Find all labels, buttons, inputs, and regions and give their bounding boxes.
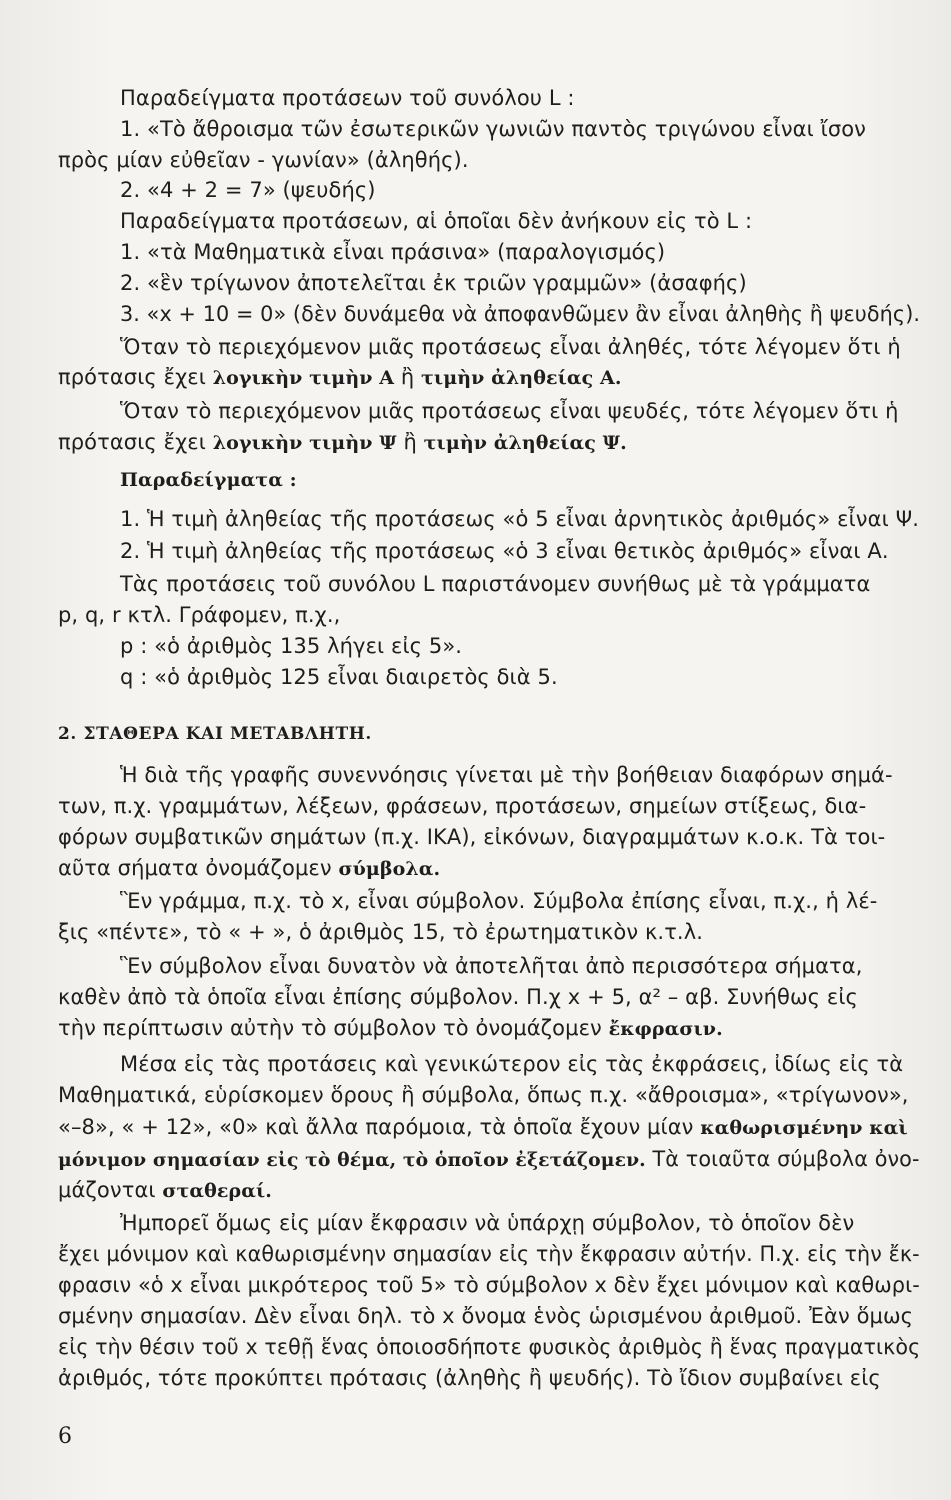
- text-line: Ἠμπορεῖ ὅμως εἰς μίαν ἔκφρασιν νὰ ὑπάρχῃ σύμβολον, τὸ ὁποῖον δὲν: [120, 1211, 855, 1235]
- text-line: Ὅταν τὸ περιεχόμενον μιᾶς προτάσεως εἶναι ψευδές, τότε λέγομεν ὅτι ἡ: [120, 399, 899, 423]
- text-line: ἔχει μόνιμον καὶ καθωρισμένην σημασίαν εἰς τὴν ἔκφρασιν αὐτήν. Π.χ. εἰς τὴν ἔκ-: [58, 1242, 920, 1266]
- text-line: πρότασις ἔχει λογικὴν τιμὴν Ψ ἢ τιμὴν ἀληθείας Ψ.: [58, 430, 627, 454]
- bold-term: τιμὴν ἀληθείας Α.: [421, 367, 622, 389]
- bold-term: λογικὴν τιμὴν Α: [212, 367, 395, 389]
- text-line: p, q, r κτλ. Γράφομεν, π.χ.,: [58, 603, 341, 627]
- text-line: Μέσα εἰς τὰς προτάσεις καὶ γενικώτερον εἰς τὰς ἐκφράσεις, ἰδίως εἰς τὰ: [120, 1052, 904, 1076]
- text-line: ἀριθμός, τότε προκύπτει πρότασις (ἀληθὴς ἢ ψευδής). Τὸ ἴδιον συμβαίνει εἰς: [58, 1366, 881, 1390]
- page-number: 6: [58, 1424, 72, 1449]
- text-line: των, π.χ. γραμμάτων, λέξεων, φράσεων, προτάσεων, σημείων στίξεως, δια-: [58, 794, 867, 818]
- text-line: 1. «τὰ Μαθηματικὰ εἶναι πράσινα» (παραλογισμός): [120, 240, 666, 264]
- text-line: Ἓν σύμβολον εἶναι δυνατὸν νὰ ἀποτελῆται ἀπὸ περισσότερα σήματα,: [120, 954, 863, 978]
- text-line: 2. Ἡ τιμὴ ἀληθείας τῆς προτάσεως «ὁ 3 εἶναι θετικὸς ἀριθμός» εἶναι Α.: [120, 539, 889, 563]
- text-line: 1. «Τὸ ἄθροισμα τῶν ἐσωτερικῶν γωνιῶν παντὸς τριγώνου εἶναι ἴσον: [120, 117, 867, 141]
- bold-term: σύμβολα.: [338, 858, 441, 880]
- section-heading: 2. ΣΤΑΘΕΡΑ ΚΑΙ ΜΕΤΑΒΛΗΤΗ.: [58, 724, 372, 744]
- text-line: καθὲν ἀπὸ τὰ ὁποῖα εἶναι ἐπίσης σύμβολον. Π.χ x + 5, α² – αβ. Συνήθως εἰς: [58, 985, 858, 1009]
- text-line: πρότασις ἔχει λογικὴν τιμὴν Α ἢ τιμὴν ἀληθείας Α.: [58, 365, 622, 389]
- text-line: 2. «4 + 2 = 7» (ψευδής): [120, 178, 376, 202]
- text-line: 1. Ἡ τιμὴ ἀληθείας τῆς προτάσεως «ὁ 5 εἶναι ἀρνητικὸς ἀριθμός» εἶναι Ψ.: [120, 507, 919, 531]
- bold-term: τιμὴν ἀληθείας Ψ.: [423, 432, 627, 454]
- text-line: φρασιν «ὁ x εἶναι μικρότερος τοῦ 5» τὸ σύμβολον x δὲν ἔχει μόνιμον καὶ καθωρι-: [58, 1273, 920, 1297]
- text-line: Παραδείγματα προτάσεων τοῦ συνόλου L :: [120, 86, 575, 110]
- bold-term: ἔκφρασιν.: [608, 1018, 723, 1040]
- subheading: Παραδείγματα :: [120, 469, 297, 491]
- bold-term: καθωρισμένην καὶ: [700, 1117, 908, 1139]
- text-line: αῦτα σήματα ὀνομάζομεν σύμβολα.: [58, 856, 441, 880]
- text-line: μάζονται σταθεραί.: [58, 1178, 272, 1202]
- text-line: Τὰς προτάσεις τοῦ συνόλου L παριστάνομεν συνήθως μὲ τὰ γράμματα: [120, 572, 871, 596]
- text-line: 2. «ἓν τρίγωνον ἀποτελεῖται ἐκ τριῶν γραμμῶν» (ἀσαφής): [120, 271, 747, 295]
- text-line: Παραδείγματα προτάσεων, αἱ ὁποῖαι δὲν ἀνήκουν εἰς τὸ L :: [120, 209, 753, 233]
- bold-term: λογικὴν τιμὴν Ψ: [212, 432, 397, 454]
- text-line: Μαθηματικά, εὑρίσκομεν ὅρους ἢ σύμβολα, ὅπως π.χ. «ἄθροισμα», «τρίγωνον»,: [58, 1083, 909, 1107]
- text-line: «–8», « + 12», «0» καὶ ἄλλα παρόμοια, τὰ ὁποῖα ἔχουν μίαν καθωρισμένην καὶ: [58, 1115, 908, 1139]
- text-line: μόνιμον σημασίαν εἰς τὸ θέμα, τὸ ὁποῖον ἐξετάζομεν. Τὰ τοιαῦτα σύμβολα ὀνο-: [58, 1147, 920, 1171]
- text-line: εἰς τὴν θέσιν τοῦ x τεθῇ ἕνας ὁποιοσδήποτε φυσικὸς ἀριθμὸς ἢ ἕνας πραγματικὸς: [58, 1335, 921, 1359]
- text-line: q : «ὁ ἀριθμὸς 125 εἶναι διαιρετὸς διὰ 5.: [120, 665, 558, 689]
- text-line: φόρων συμβατικῶν σημάτων (π.χ. ΙΚΑ), εἰκόνων, διαγραμμάτων κ.ο.κ. Τὰ τοι-: [58, 825, 886, 849]
- text-line: Ἓν γράμμα, π.χ. τὸ x, εἶναι σύμβολον. Σύμβολα ἐπίσης εἶναι, π.χ., ἡ λέ-: [120, 889, 878, 913]
- text-line: σμένην σημασίαν. Δὲν εἶναι δηλ. τὸ x ὄνομα ἑνὸς ὡρισμένου ἀριθμοῦ. Ἐὰν ὅμως: [58, 1304, 914, 1328]
- text-line: Ἡ διὰ τῆς γραφῆς συνεννόησις γίνεται μὲ τὴν βοήθειαν διαφόρων σημά-: [120, 763, 893, 787]
- text-line: p : «ὁ ἀριθμὸς 135 λήγει εἰς 5».: [120, 634, 463, 658]
- text-line: πρὸς μίαν εὐθεῖαν - γωνίαν» (ἀληθής).: [58, 148, 469, 172]
- text-line: 3. «x + 10 = 0» (δὲν δυνάμεθα νὰ ἀποφανθῶμεν ἂν εἶναι ἀληθὴς ἢ ψευδής).: [120, 302, 921, 326]
- bold-term: σταθεραί.: [162, 1180, 272, 1202]
- bold-term: μόνιμον σημασίαν εἰς τὸ θέμα, τὸ ὁποῖον ἐξετάζομεν.: [58, 1149, 646, 1171]
- text-line: ξις «πέντε», τὸ « + », ὁ ἀριθμὸς 15, τὸ ἐρωτηματικὸν κ.τ.λ.: [58, 920, 704, 944]
- text-line: τὴν περίπτωσιν αὐτὴν τὸ σύμβολον τὸ ὀνομάζομεν ἔκφρασιν.: [58, 1016, 723, 1040]
- text-line: Ὅταν τὸ περιεχόμενον μιᾶς προτάσεως εἶναι ἀληθές, τότε λέγομεν ὅτι ἡ: [120, 335, 901, 359]
